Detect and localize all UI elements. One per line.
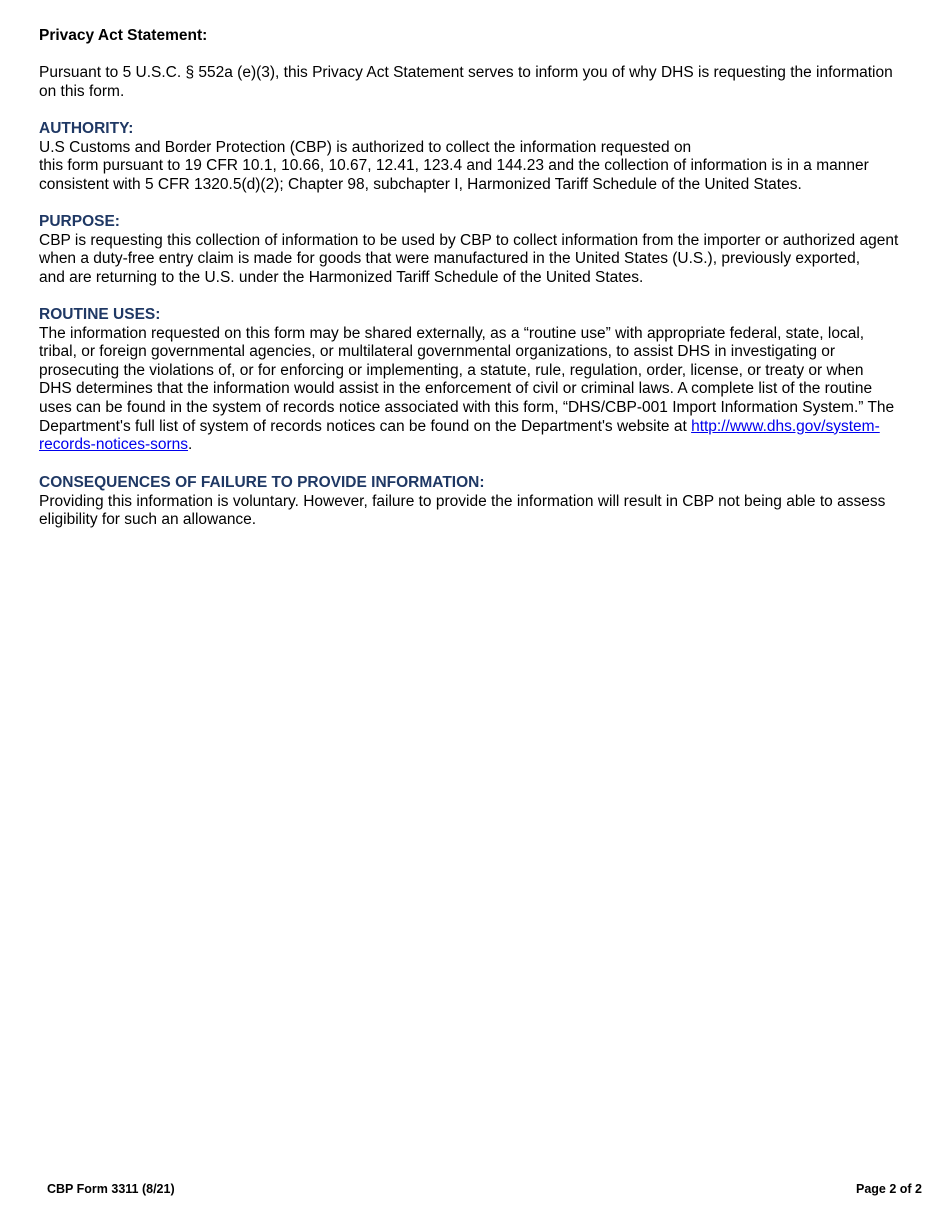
purpose-line: CBP is requesting this collection of information to be used by CBP to collect information from the importer or authorized agent [39, 231, 899, 249]
routine-uses-line: DHS determines that the information would assist in the enforcement of civil or criminal laws. A complete list of the routine [39, 380, 873, 398]
sorns-link-continued[interactable]: records-notices-sorns [39, 436, 189, 454]
routine-uses-link-prefix: Department's full list of system of records notices can be found on the Department's website at [39, 417, 692, 435]
routine-uses-text [39, 325, 909, 455]
intro-paragraph [39, 64, 909, 101]
sorns-link[interactable]: http://www.dhs.gov/system- [691, 417, 880, 435]
consequences-line: Providing this information is voluntary. However, failure to provide the information will result in CBP not being able to assess [39, 492, 886, 510]
authority-line: this form pursuant to 19 CFR 10.1, 10.66, 10.67, 12.41, 123.4 and 144.23 and the collection of information is in a manner [39, 157, 869, 175]
authority-line: U.S Customs and Border Protection (CBP) is authorized to collect the information requested on [39, 138, 692, 156]
routine-uses-line: tribal, or foreign governmental agencies, or multilateral governmental organizations, to assist DHS in investigating or [39, 343, 836, 361]
routine-uses-link-suffix: . [188, 436, 193, 454]
page-number: Page 2 of 2 [856, 1182, 922, 1196]
purpose-section [39, 213, 909, 287]
routine-uses-line: prosecuting the violations of, or for enforcing or implementing, a statute, rule, regulation, order, license, or treaty or when [39, 361, 864, 379]
purpose-line: and are returning to the U.S. under the Harmonized Tariff Schedule of the United States. [39, 268, 644, 286]
routine-uses-section [39, 306, 909, 455]
consequences-heading: CONSEQUENCES OF FAILURE TO PROVIDE INFORMATION: [39, 474, 485, 491]
routine-uses-link-line-2 [39, 436, 909, 455]
routine-uses-link-line [39, 418, 909, 437]
purpose-heading: PURPOSE: [39, 213, 120, 230]
consequences-section [39, 474, 909, 530]
authority-section [39, 120, 909, 194]
routine-uses-heading: ROUTINE USES: [39, 306, 161, 323]
intro-line: Pursuant to 5 U.S.C. § 552a (e)(3), this Privacy Act Statement serves to inform you of why DHS is requesting the information [39, 64, 893, 81]
authority-heading: AUTHORITY: [39, 120, 134, 137]
authority-line: consistent with 5 CFR 1320.5(d)(2); Chapter 98, subchapter I, Harmonized Tariff Schedule of the United States. [39, 175, 802, 193]
form-id: CBP Form 3311 (8/21) [47, 1182, 175, 1196]
consequences-line: eligibility for such an allowance. [39, 511, 257, 529]
routine-uses-line: The information requested on this form may be shared externally, as a “routine use” with appropriate federal, state, local, [39, 324, 865, 342]
consequences-text [39, 493, 909, 530]
intro-line: on this form. [39, 82, 125, 100]
purpose-text [39, 232, 909, 288]
routine-uses-line: uses can be found in the system of records notice associated with this form, “DHS/CBP-001 Import Information System.” The [39, 398, 895, 416]
purpose-line: when a duty-free entry claim is made for goods that were manufactured in the United States (U.S.), previously exported, [39, 250, 861, 268]
authority-text [39, 139, 909, 195]
page-title: Privacy Act Statement: [39, 27, 208, 44]
